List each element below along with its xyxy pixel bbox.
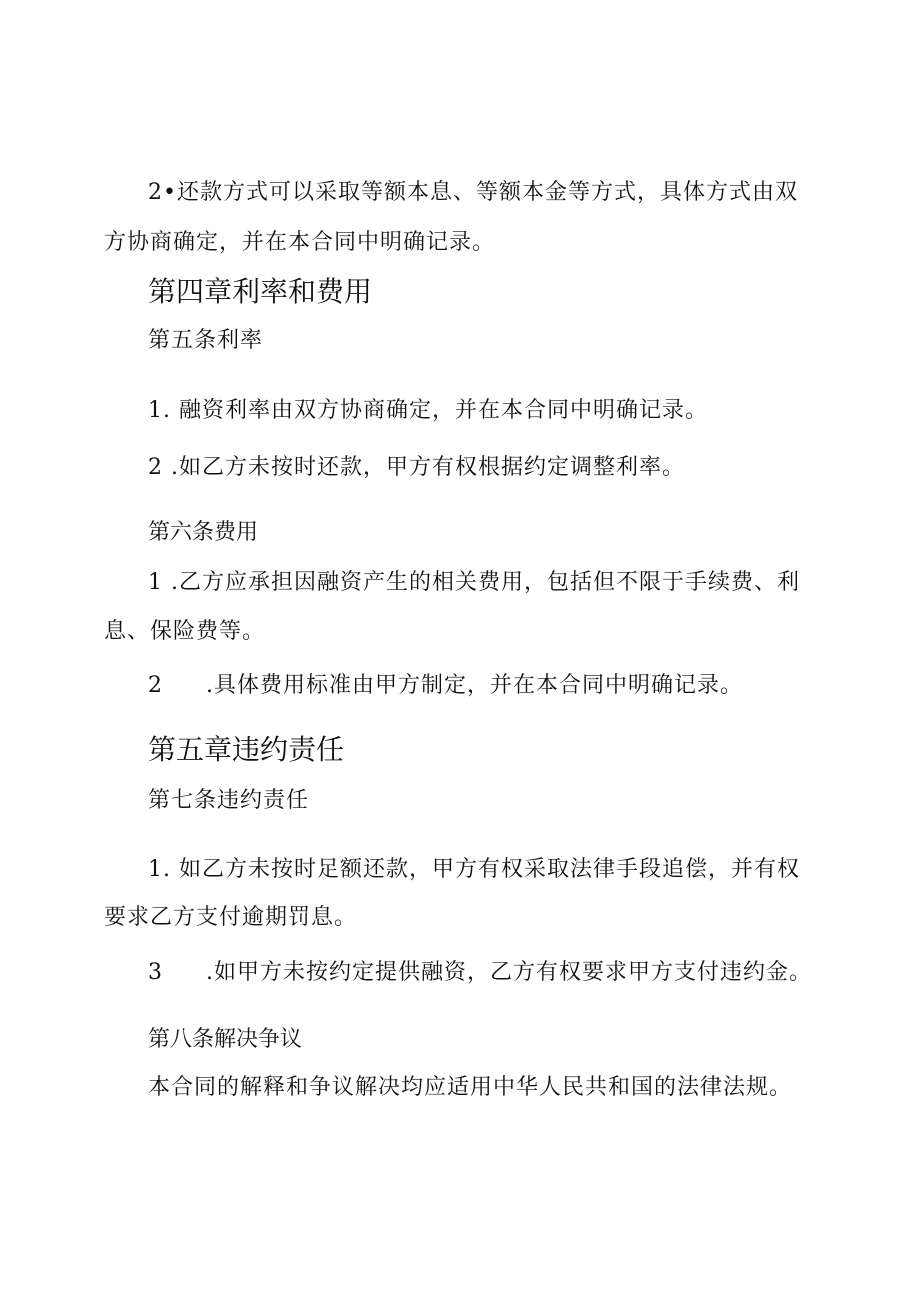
article-8-heading: 第八条解决争议 <box>148 1027 303 1052</box>
article-6-item-2 <box>148 671 743 701</box>
chapter-5-heading: 第五章违约责任 <box>148 733 345 766</box>
article-7-item-2-text: .如甲方未按约定提供融资，乙方有权要求甲方支付违约金。 <box>206 960 812 985</box>
article-8-paragraph: 本合同的解释和争议解决均应适用中华人民共和国的法律法规。 <box>148 1075 793 1100</box>
repayment-paragraph-line-2: 方协商确定，并在本合同中明确记录。 <box>104 230 496 255</box>
article-6-item-2-text: .具体费用标准由甲方制定，并在本合同中明确记录。 <box>206 673 743 698</box>
article-7-item-1-line-2: 要求乙方支付逾期罚息。 <box>104 905 358 930</box>
article-6-item-1-line-1: 1 .乙方应承担因融资产生的相关费用，包括但不限于手续费、利 <box>148 570 800 595</box>
article-6-heading: 第六条费用 <box>148 520 259 545</box>
article-5-heading: 第五条利率 <box>148 328 264 353</box>
article-7-item-2-number: 3 <box>148 960 163 985</box>
article-6-item-2-number: 2 <box>148 673 163 698</box>
article-7-item-2 <box>148 958 812 988</box>
chapter-4-heading: 第四章利率和费用 <box>148 275 373 308</box>
article-5-item-1: 1. 融资利率由双方协商确定，并在本合同中明确记录。 <box>148 398 708 423</box>
article-5-item-2: 2 .如乙方未按时还款，甲方有权根据约定调整利率。 <box>148 455 685 480</box>
article-7-item-1-line-1: 1. 如乙方未按时足额还款，甲方有权采取法律手段追偿，并有权 <box>148 857 800 882</box>
article-7-heading: 第七条违约责任 <box>148 788 310 813</box>
repayment-paragraph-line-1: 2•还款方式可以采取等额本息、等额本金等方式，具体方式由双 <box>148 180 798 205</box>
article-6-item-1-line-2: 息、保险费等。 <box>104 619 266 644</box>
